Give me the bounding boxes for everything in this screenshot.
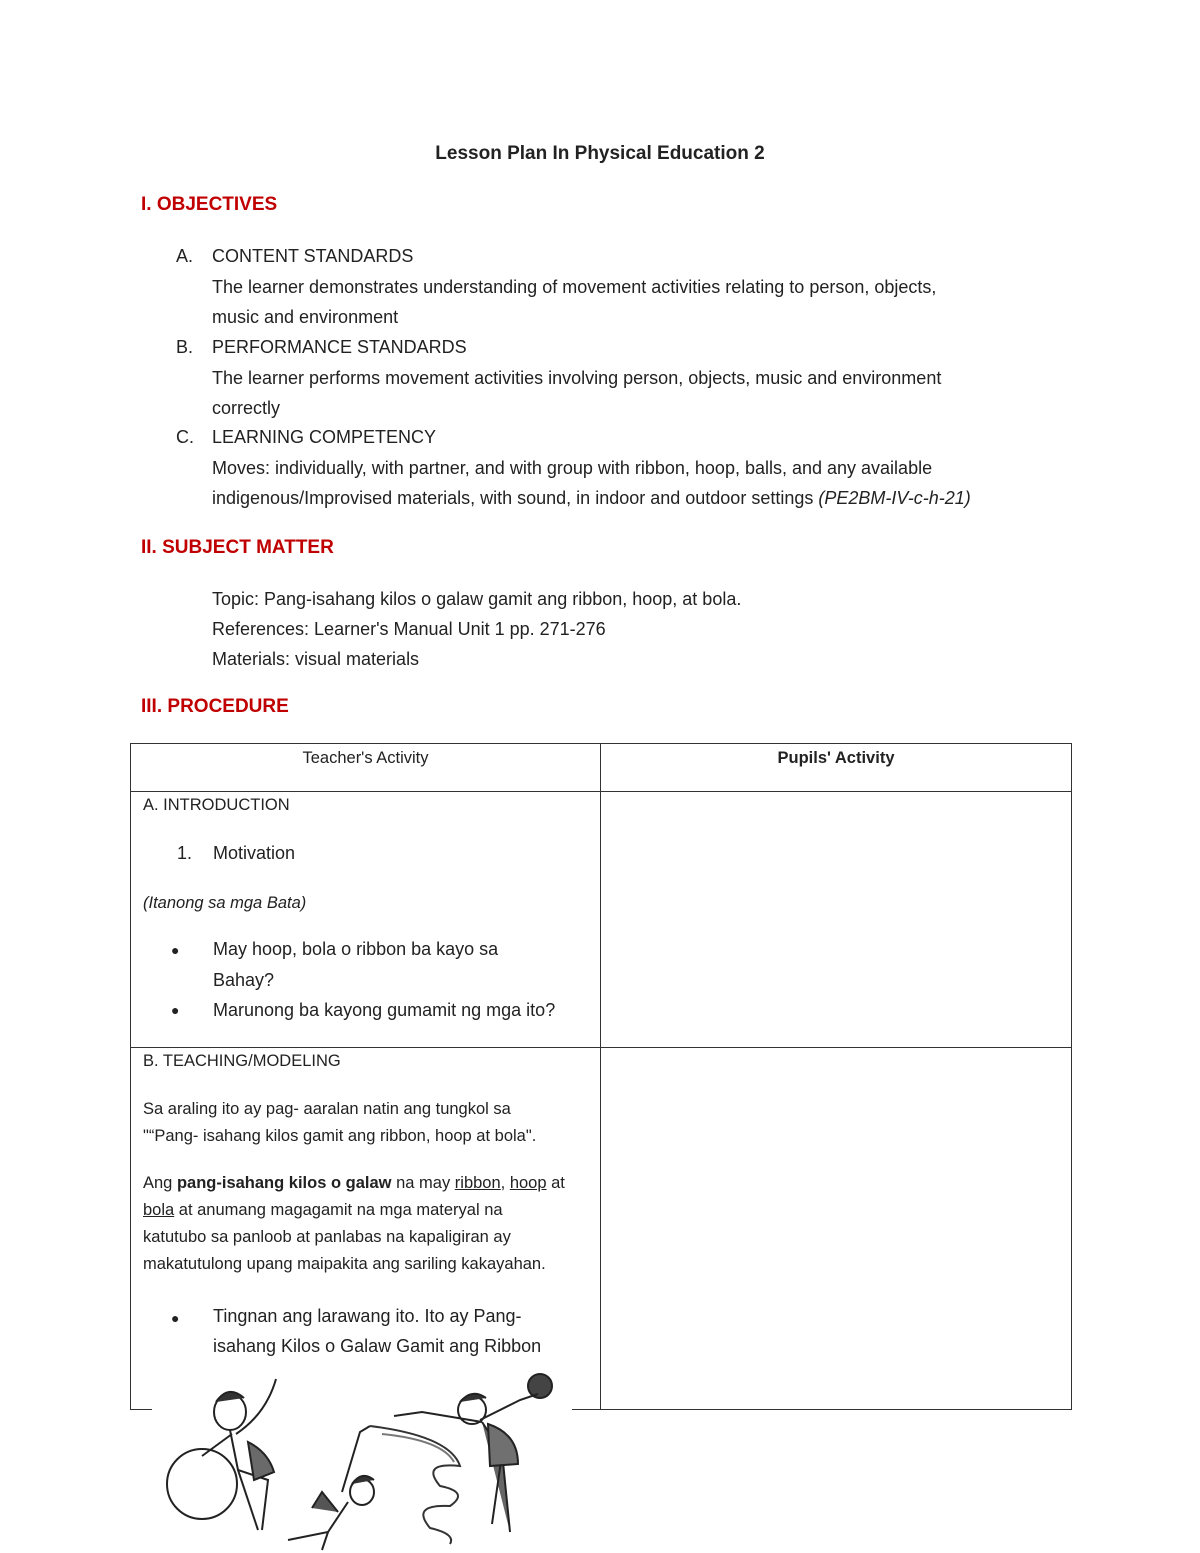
- content-standards-text-2: music and environment: [212, 307, 399, 327]
- procedure-heading: III. PROCEDURE: [141, 696, 289, 717]
- teaching-bullet: Tingnan ang larawang ito. Ito ay Pang- isahang Kilos o Galaw Gamit ang Ribbon: [213, 1305, 542, 1357]
- pupils-intro-cell: [601, 792, 1072, 1048]
- content-standards: [176, 241, 1076, 333]
- teaching-label: B. TEACHING/MODELING: [143, 1051, 341, 1070]
- performance-standards-text-1: The learner performs movement activities involving person, objects, music and environment: [212, 367, 942, 388]
- document-title: Lesson Plan In Physical Education 2: [435, 143, 765, 164]
- table-row-teaching: [131, 1047, 1072, 1409]
- performance-standards: [176, 332, 1076, 424]
- competency-code: (PE2BM-IV-c-h-21): [818, 488, 971, 508]
- learning-competency-label: LEARNING COMPETENCY: [212, 427, 437, 447]
- learning-competency-text-2: indigenous/Improvised materials, with sound, in indoor and outdoor settings (PE2BM-IV-c-h-21): [212, 488, 971, 508]
- performance-standards-label: PERFORMANCE STANDARDS: [212, 337, 467, 357]
- subject-materials: Materials: visual materials: [212, 649, 420, 669]
- pupils-teaching-cell: [601, 1047, 1072, 1409]
- learning-competency: [176, 422, 1076, 514]
- bullet-icon: ●: [171, 942, 180, 959]
- intro-bullet-2: Marunong ba kayong gumamit ng mga ito?: [213, 1000, 556, 1021]
- table-row-introduction: [131, 792, 1072, 1048]
- introduction-cell: [131, 792, 601, 1048]
- content-standards-text-1: The learner demonstrates understanding of movement activities relating to person, objects,: [212, 276, 937, 297]
- list-number: 1.: [177, 843, 193, 864]
- content-standards-label: CONTENT STANDARDS: [212, 246, 414, 266]
- learning-competency-text-1: Moves: individually, with partner, and with group with ribbon, hoop, balls, and any available: [212, 457, 933, 478]
- introduction-label: A. INTRODUCTION: [143, 796, 290, 815]
- table-header-row: [131, 744, 1072, 792]
- teaching-paragraph-1: Sa araling ito ay pag- aaralan natin ang tungkol sa "“Pang- isahang kilos gamit ang ribbon, hoop at bola".: [143, 1099, 537, 1145]
- procedure-table: [130, 743, 1072, 1410]
- pupils-activity-header: Pupils' Activity: [601, 744, 1072, 792]
- teacher-activity-header: Teacher's Activity: [131, 744, 601, 792]
- subject-references: References: Learner's Manual Unit 1 pp. 271-276: [212, 619, 606, 639]
- subject-topic: Topic: Pang-isahang kilos o galaw gamit ang ribbon, hoop, at bola.: [212, 589, 742, 609]
- motivation-item: Motivation: [213, 843, 296, 864]
- objectives-heading: I. OBJECTIVES: [141, 194, 278, 215]
- intro-bullet-1: May hoop, bola o ribbon ba kayo sa Bahay?: [213, 939, 499, 990]
- bullet-icon: ●: [171, 1002, 180, 1019]
- item-letter: B.: [176, 337, 194, 357]
- intro-note: (Itanong sa mga Bata): [143, 894, 307, 913]
- item-letter: C.: [176, 427, 194, 447]
- performance-standards-text-2: correctly: [212, 398, 281, 418]
- item-letter: A.: [176, 246, 194, 266]
- teaching-cell: [131, 1047, 601, 1409]
- subject-matter-heading: II. SUBJECT MATTER: [141, 537, 334, 558]
- teaching-paragraph-2: Ang pang-isahang kilos o galaw na may ribbon, hoop at bola at anumang magagamit na mga materyal na katutubo sa panloob at panlabas na kapaligiran ay makatutulong upang maipakita ang sariling kakayahan.: [143, 1173, 565, 1273]
- gymnastics-illustration: [152, 1372, 572, 1553]
- bullet-icon: ●: [171, 1309, 180, 1326]
